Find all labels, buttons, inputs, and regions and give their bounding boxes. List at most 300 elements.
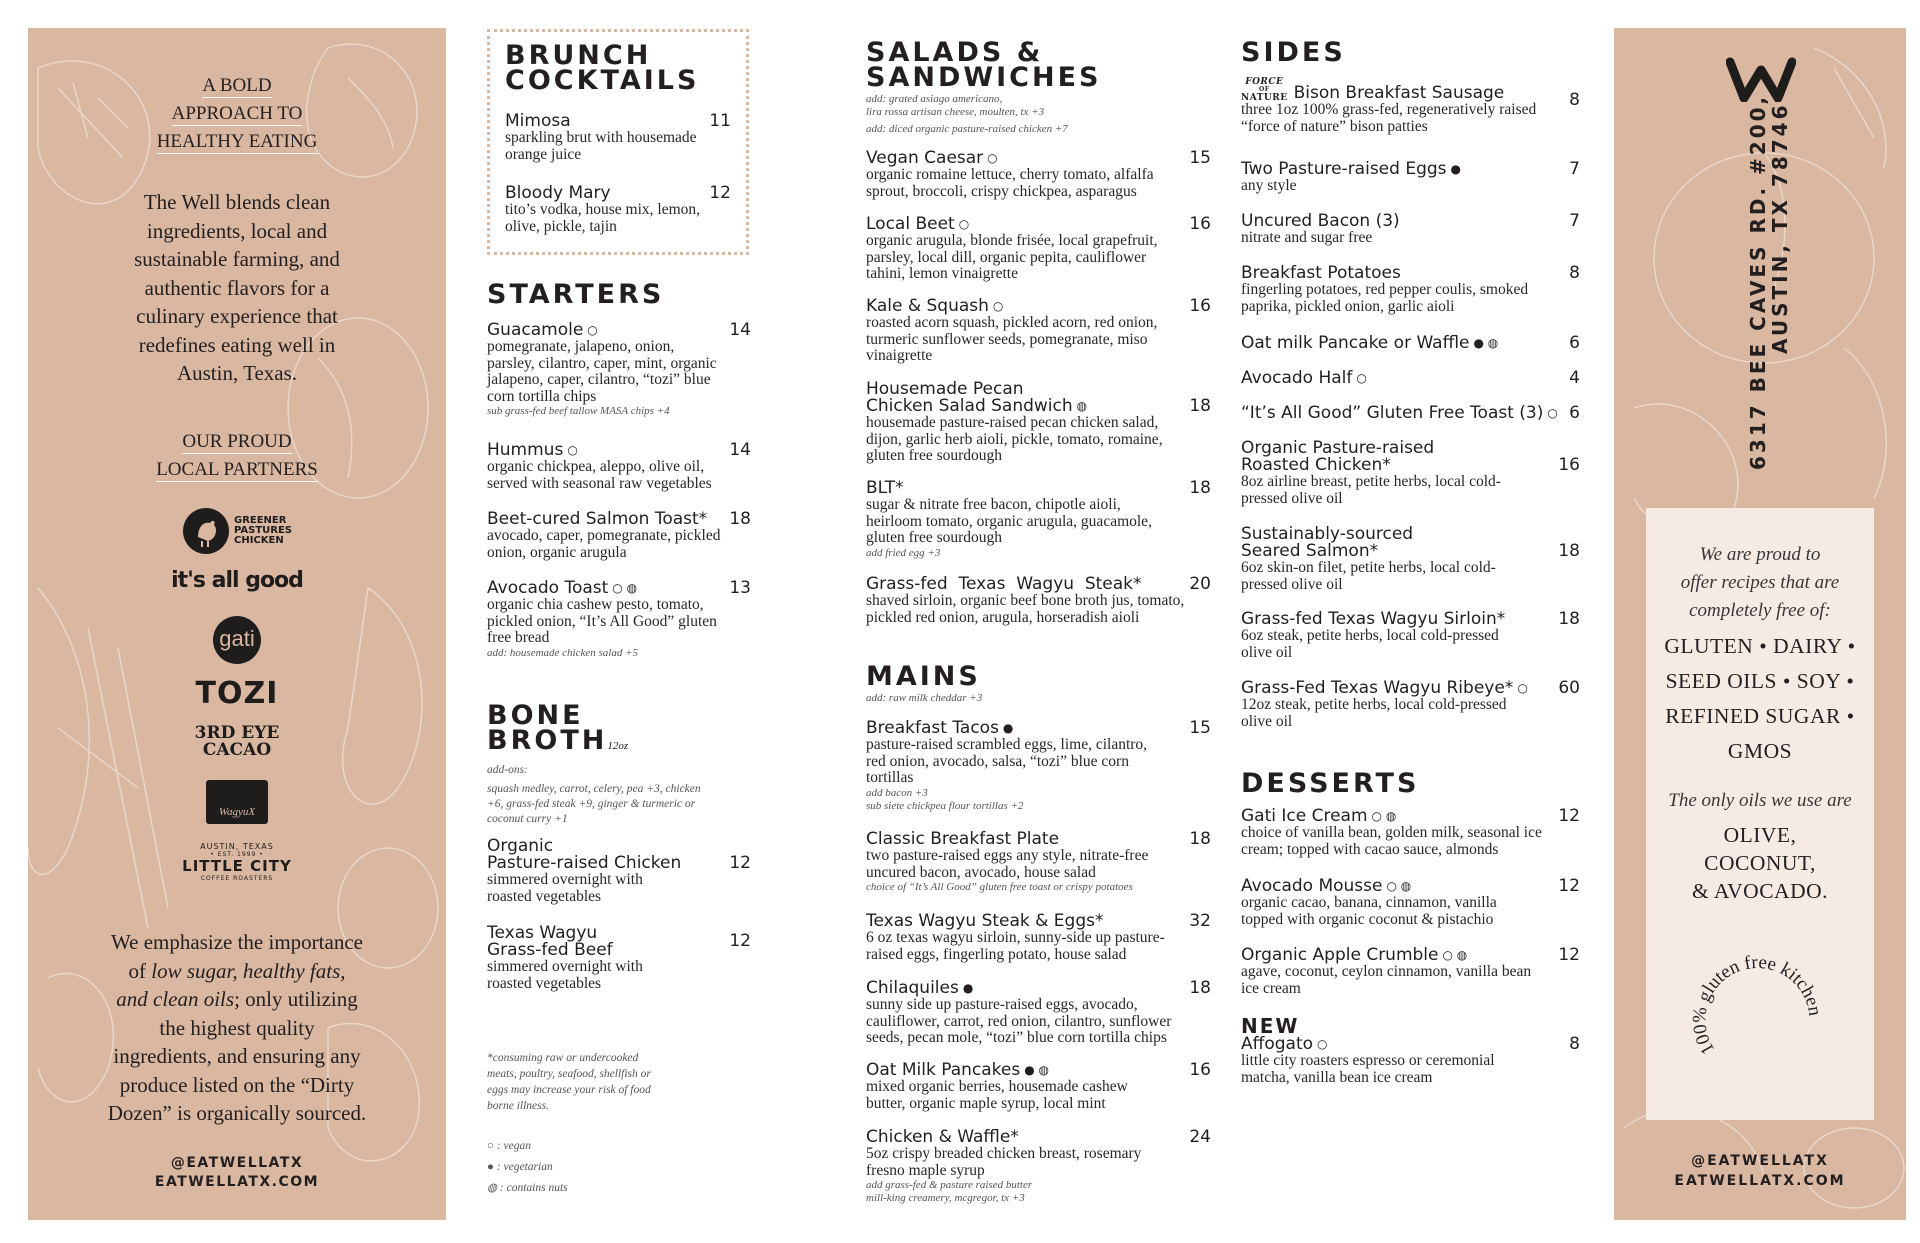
addon-note-line: lira rossa artisan cheese, moulten, tx +3 [866, 106, 1045, 118]
address-line-2: AUSTIN, TX 78746 [1768, 102, 1792, 354]
item-description-line: choice of vanilla bean, golden milk, seasonal ice [1241, 824, 1542, 841]
dietary-mark: ○ [987, 151, 998, 165]
website-link[interactable]: EATWELLATX.COM [1674, 1173, 1846, 1189]
menu-item [1241, 265, 1580, 315]
item-description-line: housemade pasture-raised pecan chicken salad, [866, 414, 1159, 431]
menu-item [866, 720, 1211, 813]
partner-logo-text: CHICKEN [233, 535, 284, 546]
item-addon-note: add fried egg +3 [866, 546, 941, 559]
item-description [1241, 102, 1580, 135]
item-name-line: Texas Wagyu [487, 923, 598, 943]
free-from-intro [1646, 541, 1874, 625]
salads-addon-notes [866, 93, 1211, 136]
item-description-line: vinaigrette [866, 347, 933, 364]
section-title-line: COCKTAILS [505, 65, 700, 96]
oil-item: OLIVE, [1723, 823, 1797, 847]
intro-line: ingredients, local and [146, 218, 328, 243]
item-price: 14 [729, 320, 751, 340]
item-description [866, 930, 1211, 963]
menu-item [1241, 161, 1580, 195]
item-name: Gati Ice Cream [1241, 806, 1368, 826]
menu-item [487, 322, 751, 418]
partner-logo-3rd-eye-cacao [28, 725, 446, 759]
item-description-line: 8oz airline breast, petite herbs, local cold- [1241, 473, 1501, 490]
tagline-line: HEALTHY EATING [156, 131, 318, 152]
item-price: 16 [1189, 1060, 1211, 1080]
item-description-line: olive oil [1241, 643, 1293, 661]
section-title-line: SALADS & [866, 37, 1044, 68]
item-description-line: turmeric sunflower seeds, pomegranate, miso [866, 330, 1148, 348]
dietary-legend [487, 1136, 568, 1199]
item-description-line: avocado, caper, pomegranate, pickled [487, 527, 721, 544]
item-price: 12 [729, 853, 751, 873]
item-description-line: sugar & nitrate free bacon, chipotle aioli, [866, 496, 1121, 513]
dietary-mark: ○ [992, 299, 1004, 313]
section-title [487, 700, 751, 759]
item-description-line: fingerling potatoes, red pepper coulis, smoked [1241, 281, 1529, 298]
tagline-line: A BOLD [202, 75, 272, 96]
item-name: Grass-Fed Texas Wagyu Ribeye* [1241, 678, 1514, 698]
item-price: 18 [1189, 478, 1211, 498]
item-addon-note-line: add bacon +3 [866, 786, 928, 799]
item-name: Hummus [487, 440, 564, 460]
oils-list [1646, 821, 1874, 905]
item-name: Texas Wagyu Steak & Eggs* [866, 911, 1104, 931]
partner-logo-text: AUSTIN, TEXAS [200, 842, 274, 851]
intro-text [28, 188, 446, 388]
item-description-line: uncured bacon, avocado, house salad [866, 863, 1096, 881]
item-name-line: Roasted Chicken* [1241, 455, 1391, 475]
instagram-handle[interactable]: @EATWELLATX [170, 1155, 304, 1171]
item-description [487, 339, 751, 405]
item-name-line: Pasture-raised Chicken [487, 853, 682, 873]
free-from-intro-line: We are proud to [1699, 544, 1821, 565]
item-price: 24 [1189, 1127, 1211, 1147]
starters-section [487, 279, 751, 659]
item-addon-note-line: sub siete chickpea flour tortillas +2 [866, 799, 1024, 812]
item-price: 12 [1558, 945, 1580, 965]
force-logo-text: OF [1259, 86, 1270, 93]
free-from-item: GLUTEN • DAIRY • [1664, 634, 1856, 658]
mains-section [866, 661, 1211, 1204]
menu-item [1241, 680, 1580, 730]
dietary-mark: ○ [1317, 1037, 1328, 1051]
item-price: 6 [1569, 403, 1580, 423]
item-description [866, 848, 1211, 881]
item-description [866, 737, 1211, 787]
partner-logo-wagyux [28, 780, 446, 824]
wagyux-logo-text: WagyuX [206, 780, 268, 824]
item-description-line: simmered overnight with [487, 871, 643, 888]
menu-item [487, 511, 751, 561]
bone-broth-section [487, 700, 751, 992]
addon-note-line: add: diced organic pasture-raised chicken +7 [866, 123, 1068, 135]
item-name: Chilaquiles [866, 978, 959, 998]
menu-item [1241, 213, 1580, 247]
item-description-line: corn tortilla chips [487, 387, 597, 405]
free-from-box [1646, 508, 1874, 1120]
partner-logo-text: CACAO [202, 740, 272, 760]
oils-intro: The only oils we use are [1668, 790, 1852, 811]
partner-logo-greener-pastures [28, 507, 446, 559]
dietary-mark: ○ [1547, 406, 1558, 420]
dietary-mark: ○ ◍ [612, 581, 638, 595]
instagram-handle[interactable]: @EATWELLATX [1691, 1153, 1829, 1169]
item-description [1241, 697, 1580, 730]
partners-heading-line: LOCAL PARTNERS [156, 459, 318, 480]
menu-item [1241, 440, 1580, 507]
disclaimer-line: meats, poultry, seafood, shellfish or [487, 1068, 651, 1080]
item-name: Mimosa [505, 111, 571, 131]
emphasis-line: We emphasize the importance [111, 930, 363, 954]
sides-section [1241, 37, 1580, 730]
item-description-line: pickled red onion, arugula, horseradish aioli [866, 608, 1140, 626]
item-name: Breakfast Potatoes [1241, 263, 1401, 283]
addons-line: squash medley, carrot, celery, pea +3, chicken [487, 783, 701, 795]
item-description-line: orange juice [505, 145, 582, 163]
item-addon-note: choice of “It’s All Good” gluten free toast or crispy potatoes [866, 881, 1133, 893]
item-price: 12 [709, 183, 731, 203]
item-description-line: 6oz skin-on filet, petite herbs, local cold- [1241, 559, 1496, 576]
item-price: 15 [1189, 148, 1211, 168]
item-name: Organic Apple Crumble [1241, 945, 1439, 965]
mains-addon-note: add: raw milk cheddar +3 [866, 692, 983, 704]
item-price: 8 [1569, 90, 1580, 110]
emphasis-italic: and clean oils [116, 987, 235, 1011]
item-description [1241, 628, 1580, 661]
item-name: Avocado Half [1241, 368, 1353, 388]
item-name: “It’s All Good” Gluten Free Toast (3) [1241, 403, 1544, 423]
dietary-mark: ○ [1517, 681, 1528, 695]
new-badge: NEW [1241, 1014, 1300, 1038]
item-description-line: heirloom tomato, organic arugula, guacamole, [866, 512, 1152, 530]
rooster-icon [182, 507, 230, 555]
section-title: DESSERTS [1241, 768, 1420, 799]
item-price: 18 [1189, 829, 1211, 849]
item-description [866, 1079, 1211, 1112]
left-panel [28, 28, 446, 1220]
intro-line: The Well blends clean [143, 190, 331, 214]
item-name: Chicken & Waffle* [866, 1127, 1019, 1147]
desserts-section [1241, 768, 1580, 1086]
force-logo-text: FORCE [1245, 77, 1284, 87]
item-description-line: “force of nature” bison patties [1241, 117, 1428, 135]
item-name: Beet-cured Salmon Toast* [487, 509, 708, 529]
oil-item: COCONUT, [1704, 851, 1816, 875]
partner-logo-its-all-good: it's all good [171, 568, 303, 593]
menu-item [866, 831, 1211, 894]
item-description-line: roasted vegetables [487, 887, 602, 905]
item-name: Avocado Toast [487, 578, 609, 598]
item-price: 4 [1569, 368, 1580, 388]
emphasis-line: Dozen” is organically sourced. [107, 1101, 367, 1125]
emphasis-line: the highest quality [159, 1015, 315, 1040]
dietary-mark: ● ◍ [1473, 336, 1499, 350]
item-description-line: two pasture-raised eggs any style, nitrate-free [866, 847, 1149, 864]
item-description-line: dijon, garlic herb aioli, pickle, tomato, romaine, [866, 430, 1163, 448]
menu-item [505, 113, 731, 163]
item-description: any style [1241, 177, 1297, 194]
item-description-line: butter, organic maple syrup, local mint [866, 1094, 1106, 1112]
menu-item [1241, 78, 1580, 135]
intro-line: Austin, Texas. [176, 361, 298, 385]
item-description-line: served with seasonal raw vegetables [487, 474, 712, 492]
item-description [866, 233, 1211, 283]
gluten-free-kitchen-badge [1685, 938, 1835, 1088]
item-description-line: organic cacao, banana, cinnamon, vanilla [1241, 894, 1497, 911]
item-description [487, 959, 751, 992]
menu-item [866, 150, 1211, 200]
item-price: 15 [1189, 718, 1211, 738]
disclaimer-line: eggs may increase your risk of food [487, 1084, 651, 1096]
item-description-line: organic romaine lettuce, cherry tomato, alfalfa [866, 166, 1154, 183]
item-description-line: tortillas [866, 769, 914, 786]
item-price: 18 [1189, 396, 1211, 416]
item-addon-note [866, 787, 1211, 813]
item-price: 18 [1558, 609, 1580, 629]
item-description-line: little city roasters espresso or ceremonial [1241, 1052, 1495, 1069]
disclaimer-line: *consuming raw or undercooked [487, 1052, 639, 1064]
item-description [1241, 282, 1580, 315]
item-price: 16 [1189, 296, 1211, 316]
partner-logo-text: GREENER [233, 515, 287, 526]
item-description-line: onion, organic arugula [487, 543, 627, 561]
menu-item [505, 185, 731, 235]
menu-item [866, 381, 1211, 465]
item-name [487, 838, 751, 872]
item-description-line: roasted vegetables [487, 974, 602, 992]
item-name [487, 925, 751, 959]
menu-item [487, 442, 751, 492]
menu-item [1241, 808, 1580, 858]
section-title-line: BRUNCH [505, 40, 652, 71]
item-description-line: parsley, cilantro, caper, mint, organic [487, 354, 717, 372]
item-description-line: fresno maple syrup [866, 1161, 985, 1179]
item-name: Classic Breakfast Plate [866, 829, 1060, 849]
item-price: 6 [1569, 333, 1580, 353]
address-line-1: 6317 BEE CAVES RD. #200, [1746, 93, 1770, 470]
item-price: 7 [1569, 211, 1580, 231]
free-from-intro-line: completely free of: [1689, 600, 1831, 621]
item-addon-note [866, 1179, 1211, 1205]
intro-line: culinary experience that [136, 304, 338, 328]
website-link[interactable]: EATWELLATX.COM [154, 1174, 320, 1190]
item-name-line: Organic [487, 836, 554, 856]
menu-item [1241, 947, 1580, 997]
item-price: 8 [1569, 1034, 1580, 1054]
item-description-line: raised eggs, fingerling potato, house salad [866, 945, 1127, 963]
dietary-mark: ● [962, 981, 974, 995]
item-price: 18 [1189, 978, 1211, 998]
menu-item [866, 298, 1211, 365]
dietary-mark: ○ [1356, 371, 1367, 385]
emphasis-line: of [128, 958, 152, 983]
item-description [1241, 895, 1580, 928]
item-description-line: pomegranate, jalapeno, onion, [487, 338, 675, 355]
item-description [1241, 1053, 1580, 1086]
item-description-line: sunny side up pasture-raised eggs, avocado, [866, 996, 1138, 1013]
item-name: Affogato [1241, 1034, 1314, 1054]
legend-symbol-vegan-icon: ○ [487, 1140, 494, 1152]
item-description [866, 593, 1211, 626]
item-name: Bison Breakfast Sausage [1293, 83, 1505, 103]
item-description-line: simmered overnight with [487, 958, 643, 975]
item-description-line: parsley, local dill, organic pepita, cauliflower [866, 248, 1147, 266]
dietary-mark: ● [1002, 721, 1014, 735]
item-price: 11 [709, 111, 731, 131]
emphasis-italic: low sugar, healthy fats, [151, 958, 346, 983]
menu-item [866, 480, 1211, 560]
item-name-line: Sustainably-sourced [1241, 524, 1414, 544]
item-description-line: topped with organic coconut & pistachio [1241, 910, 1494, 928]
dietary-mark: ◍ [1076, 399, 1088, 413]
item-description-line: free bread [487, 629, 550, 646]
legend-label: : contains nuts [499, 1182, 568, 1194]
item-description [1241, 825, 1580, 858]
menu-item [866, 913, 1211, 963]
item-description [866, 167, 1211, 200]
menu-item [1241, 405, 1580, 422]
item-description [866, 415, 1211, 465]
legend-symbol-vegetarian-icon: ● [487, 1161, 494, 1173]
partner-logo-text: COFFEE ROASTERS [200, 875, 274, 882]
right-social-block [1614, 1151, 1906, 1191]
item-name: Avocado Mousse [1241, 876, 1383, 896]
item-name: Grass-fed Texas Wagyu Sirloin* [1241, 609, 1506, 629]
item-description-line: 12oz steak, petite herbs, local cold-pressed [1241, 696, 1507, 713]
item-description-line: sprout, broccoli, crispy chickpea, asparagus [866, 182, 1137, 200]
section-title-line: BROTH [487, 725, 608, 756]
item-name: Two Pasture-raised Eggs [1241, 159, 1447, 179]
item-description [1241, 964, 1580, 997]
item-price: 18 [729, 509, 751, 529]
free-from-intro-line: offer recipes that are [1680, 572, 1840, 593]
section-title: STARTERS [487, 279, 665, 310]
section-title-line: SANDWICHES [866, 62, 1102, 93]
item-description [487, 597, 751, 647]
bone-broth-size: 12oz [607, 740, 629, 752]
oil-item: & AVOCADO. [1691, 879, 1828, 903]
item-price: 20 [1189, 574, 1211, 594]
emphasis-line: ; only utilizing [234, 987, 358, 1011]
item-name-line: Chicken Salad Sandwich [866, 396, 1073, 416]
item-price: 12 [1558, 876, 1580, 896]
tagline-line: APPROACH TO [171, 103, 303, 124]
section-title: MAINS [866, 661, 981, 692]
item-description-line: olive, pickle, tajin [505, 217, 617, 235]
dietary-mark: ○ [587, 323, 598, 337]
item-name: Bloody Mary [505, 183, 611, 203]
item-description-line: pressed olive oil [1241, 575, 1343, 593]
item-description-line: three 1oz 100% grass-fed, regeneratively raised [1241, 101, 1537, 118]
section-title [866, 37, 1211, 93]
intro-line: redefines eating well in [138, 332, 336, 357]
addons-list [487, 782, 751, 827]
partner-logo-text: PASTURES [233, 525, 293, 536]
emphasis-line: ingredients, and ensuring any [113, 1044, 361, 1068]
intro-line: authentic flavors for a [144, 275, 330, 300]
item-description [866, 497, 1211, 547]
badge-text: 100% gluten free kitchen [1689, 951, 1826, 1059]
emphasis-line: produce listed on the “Dirty [119, 1072, 355, 1097]
item-name-line: Seared Salmon* [1241, 541, 1379, 561]
item-price: 7 [1569, 159, 1580, 179]
menu-item [487, 925, 751, 992]
item-name-line: Housemade Pecan [866, 379, 1024, 399]
force-logo-text: NATURE [1241, 93, 1288, 103]
partner-logo-tozi: TOZI [195, 676, 279, 711]
item-description [487, 872, 751, 905]
item-addon-note-line: add grass-fed & pasture raised butter [866, 1179, 1033, 1191]
item-description [1241, 474, 1580, 507]
item-description-line: gluten free sourdough [866, 447, 1003, 464]
item-description-line: sparkling brut with housemade [505, 129, 697, 146]
raw-food-disclaimer [487, 1050, 707, 1114]
item-description-line: organic chia cashew pesto, tomato, [487, 596, 704, 613]
item-addon-note-line: mill-king creamery, mcgregor, tx +3 [866, 1192, 1025, 1204]
item-description-line: paprika, pickled onion, garlic aioli [1241, 297, 1455, 315]
item-price: 12 [729, 931, 751, 951]
item-description-line: organic arugula, blonde frisée, local grapefruit, [866, 232, 1158, 249]
item-description-line: mixed organic berries, housemade cashew [866, 1078, 1128, 1095]
item-description-line: roasted acorn squash, pickled acorn, red onion, [866, 314, 1158, 331]
social-block [28, 1154, 446, 1192]
item-price: 16 [1558, 455, 1580, 475]
dietary-mark: ○ ◍ [1386, 879, 1412, 893]
item-description-line: cauliflower, carrot, red onion, cilantro, sunflower [866, 1012, 1172, 1030]
partner-logo-text: • EST. 1999 • [210, 851, 264, 858]
item-price: 8 [1569, 263, 1580, 283]
item-name: BLT* [866, 478, 904, 498]
item-price: 60 [1558, 678, 1580, 698]
item-description-line: jalapeno, caper, cilantro, “tozi” blue [487, 371, 711, 388]
item-description [866, 997, 1211, 1047]
item-name: Breakfast Tacos [866, 718, 999, 738]
item-description-line: agave, coconut, ceylon cinnamon, vanilla bean [1241, 963, 1532, 980]
section-title [505, 40, 731, 96]
item-description [866, 315, 1211, 365]
dietary-mark: ○ ◍ [1442, 948, 1468, 962]
addon-note-line: add: grated asiago americano, [866, 93, 1003, 105]
item-name: Local Beet [866, 214, 955, 234]
dietary-mark: ○ [958, 217, 970, 231]
item-description-line: organic chickpea, aleppo, olive oil, [487, 458, 705, 475]
item-description-line: 5oz crispy breaded chicken breast, rosemary [866, 1145, 1142, 1162]
menu-item [866, 576, 1211, 626]
item-price: 13 [729, 578, 751, 598]
menu-item [866, 1129, 1211, 1205]
item-description-line: matcha, vanilla bean ice cream [1241, 1068, 1433, 1086]
item-name: Oat milk Pancake or Waffle [1241, 333, 1470, 353]
item-name: Kale & Squash [866, 296, 989, 316]
dietary-mark: ○ [567, 443, 578, 457]
addons-line: +6, grass-fed steak +9, ginger & turmeric or [487, 798, 696, 810]
item-description-line: cream; topped with cacao sauce, almonds [1241, 840, 1499, 858]
item-description-line: 6oz steak, petite herbs, local cold-pressed [1241, 627, 1499, 644]
item-name [1241, 526, 1580, 560]
item-description [505, 130, 731, 163]
legend-symbol-nuts-icon: ◍ [487, 1182, 498, 1194]
section-title-line: BONE [487, 700, 584, 731]
item-description [487, 459, 751, 492]
item-price: 12 [1558, 806, 1580, 826]
menu-item [1241, 611, 1580, 661]
item-name-line: Organic Pasture-raised [1241, 438, 1435, 458]
svg-text:100% gluten free kitchen [1689, 952, 1825, 1058]
partner-logo-text: LITTLE CITY [182, 857, 292, 875]
item-name: Guacamole [487, 320, 584, 340]
item-price: 18 [1558, 541, 1580, 561]
